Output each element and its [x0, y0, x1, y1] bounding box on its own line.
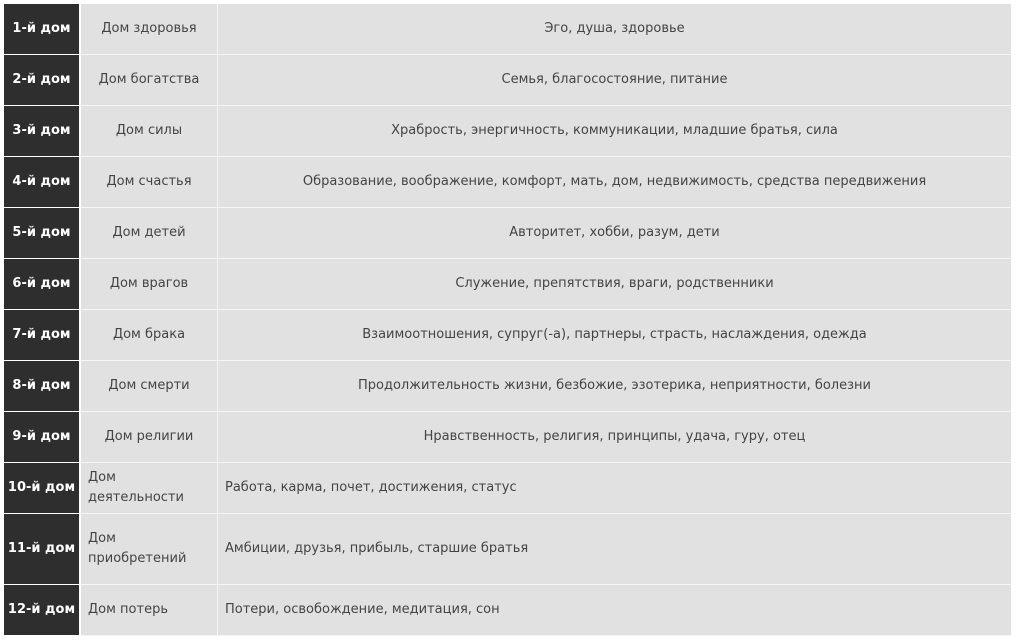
house-name: Дом брака	[81, 310, 218, 361]
table-row	[4, 157, 1011, 208]
house-name: Дом деятельности	[81, 463, 218, 514]
house-description: Образование, воображение, комфорт, мать, дом, недвижимость, средства передвижения	[218, 157, 1011, 208]
house-name: Дом детей	[81, 208, 218, 259]
table-row	[4, 585, 1011, 636]
house-number: 3-й дом	[4, 106, 81, 157]
house-name: Дом здоровья	[81, 4, 218, 55]
house-number: 6-й дом	[4, 259, 81, 310]
house-name: Дом силы	[81, 106, 218, 157]
house-number: 4-й дом	[4, 157, 81, 208]
table-row	[4, 55, 1011, 106]
table-row	[4, 361, 1011, 412]
house-name: Дом потерь	[81, 585, 218, 636]
house-description: Храбрость, энергичность, коммуникации, младшие братья, сила	[218, 106, 1011, 157]
house-name: Дом врагов	[81, 259, 218, 310]
house-number: 12-й дом	[4, 585, 81, 636]
house-description: Работа, карма, почет, достижения, статус	[218, 463, 1011, 514]
house-description: Амбиции, друзья, прибыль, старшие братья	[218, 514, 1011, 585]
house-number: 2-й дом	[4, 55, 81, 106]
house-description: Продолжительность жизни, безбожие, эзотерика, неприятности, болезни	[218, 361, 1011, 412]
house-description: Служение, препятствия, враги, родственники	[218, 259, 1011, 310]
table-row	[4, 208, 1011, 259]
table-row	[4, 412, 1011, 463]
house-description: Взаимоотношения, супруг(-а), партнеры, страсть, наслаждения, одежда	[218, 310, 1011, 361]
table-row	[4, 463, 1011, 514]
house-number: 11-й дом	[4, 514, 81, 585]
houses-table	[4, 4, 1011, 636]
house-description: Потери, освобождение, медитация, сон	[218, 585, 1011, 636]
house-name: Дом богатства	[81, 55, 218, 106]
houses-table-body	[4, 4, 1011, 636]
house-description: Авторитет, хобби, разум, дети	[218, 208, 1011, 259]
house-name: Дом религии	[81, 412, 218, 463]
house-number: 5-й дом	[4, 208, 81, 259]
house-name: Дом счастья	[81, 157, 218, 208]
house-number: 9-й дом	[4, 412, 81, 463]
house-description: Семья, благосостояние, питание	[218, 55, 1011, 106]
house-description: Эго, душа, здоровье	[218, 4, 1011, 55]
house-number: 8-й дом	[4, 361, 81, 412]
table-row	[4, 310, 1011, 361]
table-row	[4, 514, 1011, 585]
house-number: 7-й дом	[4, 310, 81, 361]
house-name: Дом приобретений	[81, 514, 218, 585]
house-number: 10-й дом	[4, 463, 81, 514]
table-row	[4, 106, 1011, 157]
house-number: 1-й дом	[4, 4, 81, 55]
house-description: Нравственность, религия, принципы, удача, гуру, отец	[218, 412, 1011, 463]
table-row	[4, 4, 1011, 55]
table-row	[4, 259, 1011, 310]
house-name: Дом смерти	[81, 361, 218, 412]
